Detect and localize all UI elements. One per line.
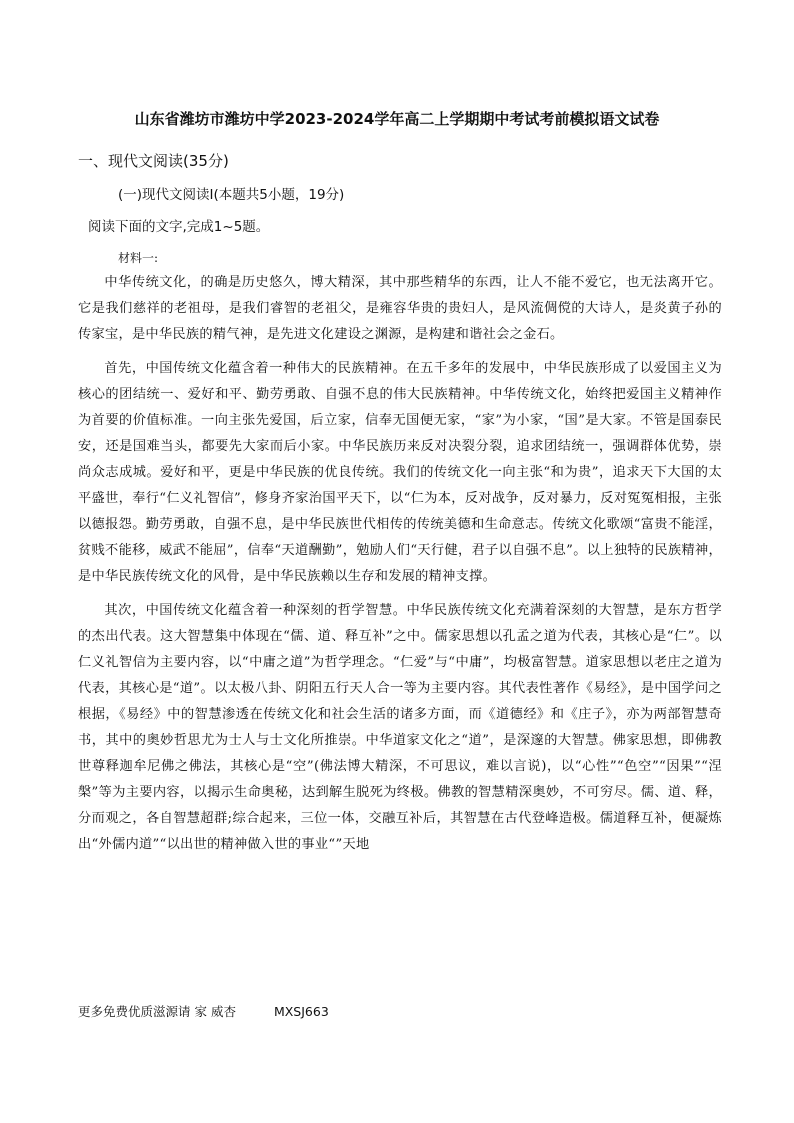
footer-code: MXSJ663 xyxy=(273,1004,329,1019)
material-label: 材料一: xyxy=(118,251,159,265)
document-title: 山东省潍坊市潍坊中学2023-2024学年高二上学期期中考试考前模拟语文试卷 xyxy=(134,110,660,128)
section-heading: 一、现代文阅读(35分) xyxy=(78,152,229,170)
reading-instruction: 阅读下面的文字,完成1~5题。 xyxy=(88,219,270,235)
passage-paragraph: 其次，中国传统文化蕴含着一种深刻的哲学智慧。中华民族传统文化充满着深刻的大智慧，是东方哲学的杰出代表。这大智慧集中体现在“儒、道、释互补”之中。儒家思想以孔孟之道为代表，其核心是“仁”。以仁义礼智信为主要内容，以“中庸之道”为哲学理念。“仁爱”与“中庸”，均极富智慧。道家思想以老庄之道为代表，其核心是“道”。以太极八卦、阴阳五行天人合一等为主要内容。其代表性著作《易经》，是中国学问之根据，《易经》中的智慧渗透在传统文化和社会生活的诸多方面，而《道德经》和《庄子》，亦为两部智慧奇书，其中的奥妙哲思尤为士人与士文化所推崇。中华道家文化之“道”，是深邃的大智慧。佛家思想，即佛教世尊释迦牟尼佛之佛法，其核心是“空”(佛法博大精深，不可思议，难以言说)，以“心性”“色空”“因果”“涅槃”等为主要内容，以揭示生命奥秘，达到解生脱死为终极。佛教的智慧精深奥妙，不可穷尽。儒、道、释，分而观之，各自智慧超群;综合起来，三位一体，交融互补后，其智慧在古代登峰造极。儒道释互补，便凝炼出“外儒内道”“以出世的精神做入世的事业“”天地 xyxy=(78,603,722,852)
subsection-heading: (一)现代文阅读Ⅰ(本题共5小题，19分) xyxy=(118,187,345,203)
passage-paragraph: 中华传统文化，的确是历史悠久，博大精深，其中那些精华的东西，让人不能不爱它，也无法离开它。它是我们慈祥的老祖母，是我们睿智的老祖父，是雍容华贵的贵妇人，是风流倜傥的大诗人，是炎黄子孙的传家宝，是中华民族的精气神，是先进文化建设之渊源，是构建和谐社会之金石。 xyxy=(78,275,722,342)
passage-body xyxy=(78,270,722,866)
page-footer xyxy=(78,1002,329,1022)
footer-text: 更多免费优质滋源请 家 威杏 xyxy=(78,1004,236,1019)
passage-paragraph: 首先，中国传统文化蕴含着一种伟大的民族精神。在五千多年的发展中，中华民族形成了以爱国主义为核心的团结统一、爱好和平、勤劳勇敢、自强不息的伟大民族精神。中华传统文化，始终把爱国主义精神作为首要的价值标准。一向主张先爱国，后立家，信奉无国便无家，“家”为小家，“国”是大家。不管是国泰民安，还是国难当头，都要先大家而后小家。中华民族历来反对决裂分裂，追求团结统一，强调群体优势，崇尚众志成城。爱好和平，更是中华民族的优良传统。我们的传统文化一向主张“和为贵”，追求天下大国的太平盛世，奉行“仁义礼智信”，修身齐家治国平天下，以“仁为本，反对战争，反对暴力，反对冤冤相报，主张以德报怨。勤劳勇敢，自强不息，是中华民族世代相传的传统美德和生命意志。传统文化歌颂“富贵不能淫，贫贱不能移，威武不能屈”，信奉“天道酬勤”，勉励人们“天行健，君子以自强不息”。以上独特的民族精神，是中华民族传统文化的风骨，是中华民族赖以生存和发展的精神支撑。 xyxy=(78,361,722,584)
